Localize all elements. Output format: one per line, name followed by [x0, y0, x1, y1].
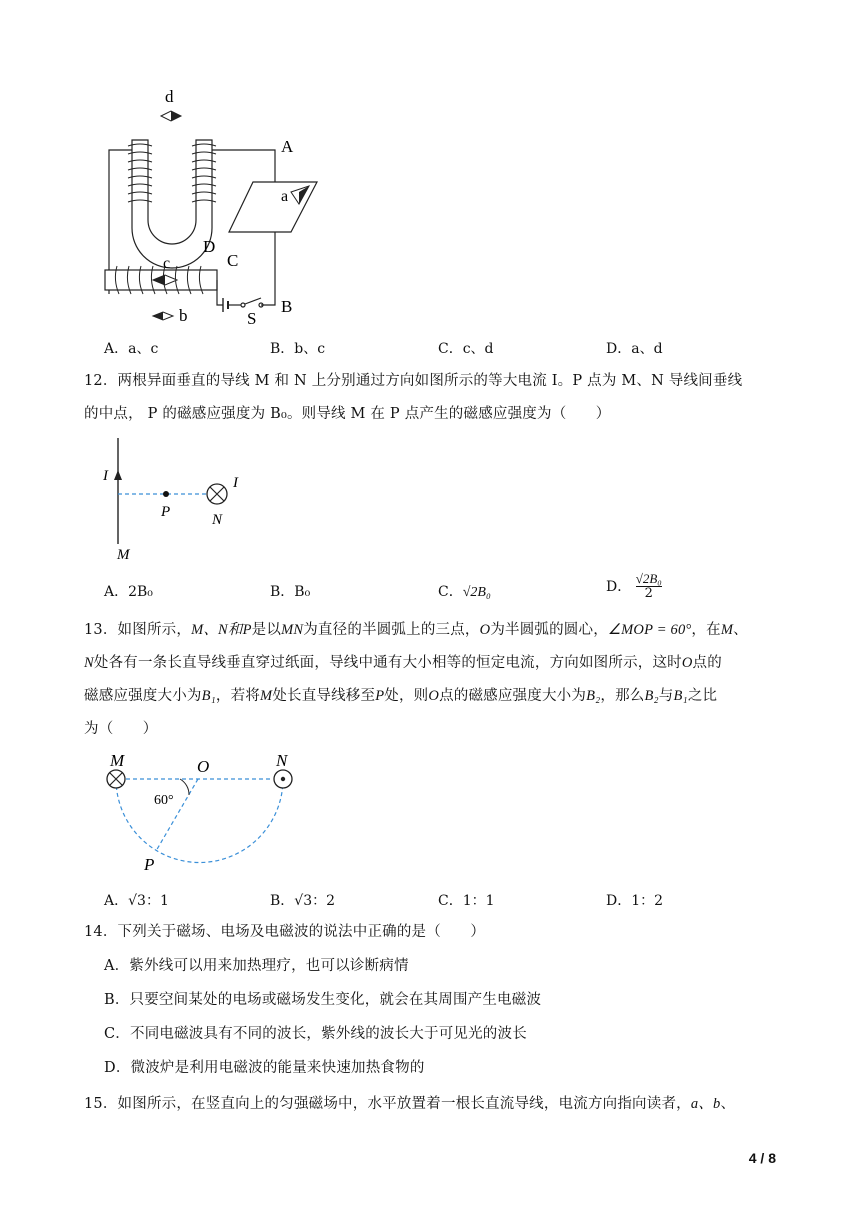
q11-option-d[interactable]: D．a、d	[606, 341, 663, 357]
q12-stem	[84, 365, 784, 431]
q12-option-c-value: √2B₀	[462, 585, 491, 600]
q14-option-d[interactable]: D．微波炉是利用电磁波的能量来快速加热食物的	[104, 1060, 425, 1076]
label-I-right: I	[233, 475, 238, 491]
label-b: b	[179, 306, 188, 325]
q13-stem-line-2: N处各有一条长直导线垂直穿过纸面，导线中通有大小相等的恒定电流，方向如图所示，这时O点的	[84, 655, 722, 671]
q12-figure	[95, 432, 255, 562]
q12-option-d[interactable]	[606, 572, 662, 600]
q13-option-d[interactable]: D．1：2	[606, 893, 664, 909]
q12-option-c-prefix: C．	[438, 584, 463, 600]
label-P: P	[144, 855, 155, 874]
label-S: S	[247, 309, 257, 328]
label-O: O	[197, 757, 210, 776]
q13-option-a[interactable]: A．√3：1	[104, 893, 169, 909]
q11-option-c[interactable]: C．c、d	[438, 341, 494, 357]
q13-figure	[100, 752, 300, 877]
label-P: P	[161, 504, 171, 520]
compass-needle-d-icon	[161, 111, 181, 121]
q13-stem	[84, 614, 804, 746]
q14-option-a[interactable]: A．紫外线可以用来加热理疗，也可以诊断病情	[104, 958, 409, 974]
q13-stem-line-1: 13．如图所示，M、N和P是以MN为直径的半圆弧上的三点，O为半圆弧的圆心，∠MOP = 60°，在M、	[84, 622, 748, 638]
label-d: d	[165, 87, 174, 106]
q12-option-d-prefix: D．	[606, 579, 632, 596]
q13-option-c[interactable]: C．1：1	[438, 893, 495, 909]
label-B: B	[281, 297, 293, 316]
q13-option-b[interactable]: B．√3：2	[270, 893, 336, 909]
q11-figure	[95, 80, 325, 330]
label-M: M	[110, 752, 125, 770]
label-c: c	[163, 255, 171, 272]
fraction-denominator: 2	[644, 585, 653, 601]
label-N: N	[276, 752, 288, 770]
label-I-left: I	[103, 468, 108, 484]
q12-option-d-fraction	[636, 572, 662, 600]
q12-option-a[interactable]: A．2B₀	[104, 584, 153, 600]
label-angle: 60°	[154, 793, 174, 808]
label-a: a	[281, 188, 289, 205]
q12-option-c[interactable]	[438, 581, 491, 601]
compass-needle-b-icon	[153, 312, 173, 320]
q14-option-c[interactable]: C．不同电磁波具有不同的波长，紫外线的波长大于可见光的波长	[104, 1026, 527, 1042]
q14-option-b[interactable]: B．只要空间某处的电场或磁场发生变化，就会在其周围产生电磁波	[104, 992, 542, 1008]
q15-stem: 15．如图所示，在竖直向上的匀强磁场中，水平放置着一根长直流导线，电流方向指向读者，a、b、	[84, 1096, 736, 1112]
q13-stem-line-4: 为（ ）	[84, 721, 158, 737]
page-number: 4 / 8	[748, 1150, 776, 1166]
q11-option-b[interactable]: B．b、c	[270, 341, 326, 357]
q12-stem-line-2: 的中点， P 的磁感应强度为 B₀。则导线 M 在 P 点产生的磁感应强度为（ ）	[84, 406, 611, 422]
label-C: C	[227, 251, 239, 270]
q12-option-b[interactable]: B．B₀	[270, 584, 311, 600]
q12-stem-line-1: 12．两根异面垂直的导线 M 和 N 上分别通过方向如图所示的等大电流 I。P 点为 M、N 导线间垂线	[84, 373, 743, 389]
q11-option-a[interactable]: A．a、c	[104, 341, 159, 357]
fraction-numerator: √2B₀	[635, 571, 662, 586]
q14-stem: 14．下列关于磁场、电场及电磁波的说法中正确的是（ ）	[84, 924, 486, 940]
label-M: M	[117, 547, 130, 562]
label-N: N	[212, 512, 223, 528]
label-D: D	[203, 237, 216, 256]
q13-stem-line-3: 磁感应强度大小为B₁，若将M处长直导线移至P处，则O点的磁感应强度大小为B₂，那么B₂与B₁之比	[84, 688, 718, 704]
label-A: A	[281, 137, 294, 156]
